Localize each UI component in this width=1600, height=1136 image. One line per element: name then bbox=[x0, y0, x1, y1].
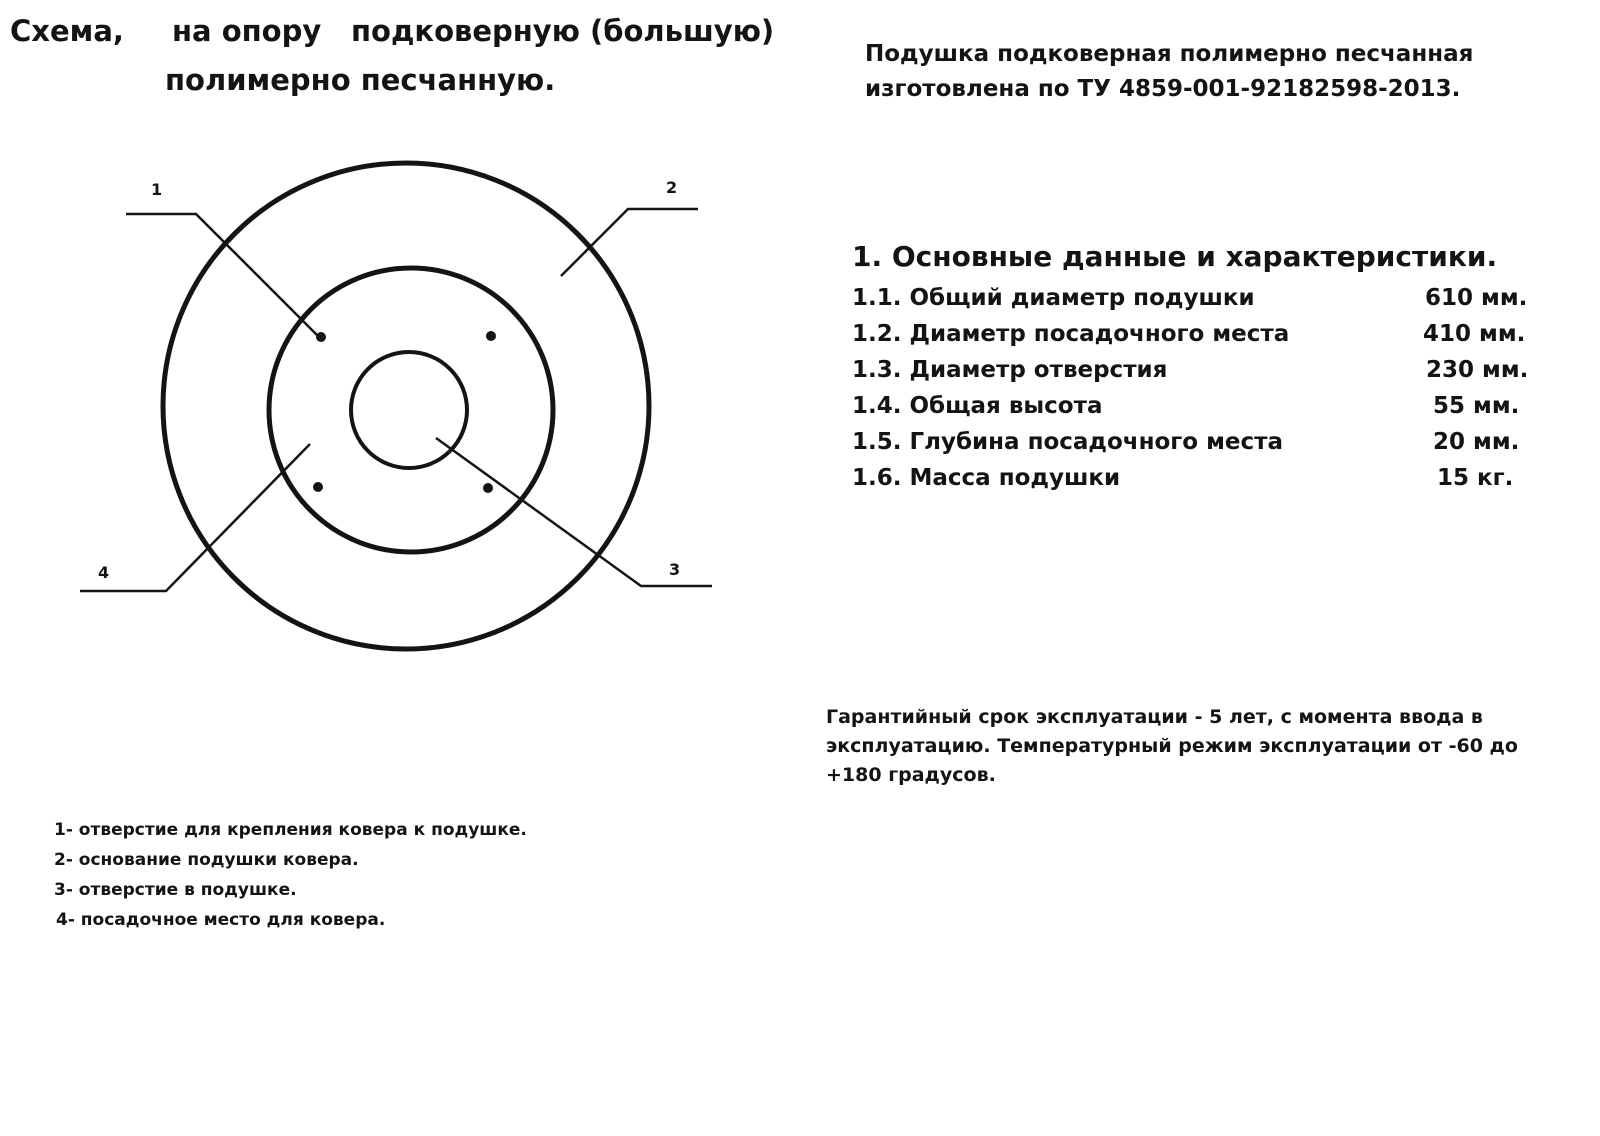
callout-4: 4 bbox=[98, 563, 110, 582]
warranty-line-1: Гарантийный срок эксплуатации - 5 лет, с момента ввода в bbox=[826, 706, 1483, 728]
leader-line-1 bbox=[126, 214, 318, 336]
specs-heading: 1. Основные данные и характеристики. bbox=[852, 240, 1498, 273]
title-line-2: полимерно песчанную. bbox=[165, 63, 556, 97]
callout-1: 1 bbox=[151, 180, 163, 199]
title-part-support: на опору bbox=[172, 14, 322, 48]
spec-label-hole-diameter: 1.3. Диаметр отверстия bbox=[852, 357, 1168, 383]
warranty-line-2: эксплуатацию. Температурный режим эксплуатации от -60 до bbox=[826, 735, 1518, 757]
product-line-1: Подушка подковерная полимерно песчанная bbox=[865, 41, 1474, 67]
center-hole-circle bbox=[351, 352, 467, 468]
outer-circle bbox=[163, 163, 649, 649]
spec-value-total-diameter: 610 мм. bbox=[1425, 285, 1528, 311]
spec-value-seat-diameter: 410 мм. bbox=[1423, 321, 1526, 347]
leader-line-4 bbox=[80, 444, 310, 591]
warranty-line-3: +180 градусов. bbox=[826, 764, 996, 786]
spec-label-mass: 1.6. Масса подушки bbox=[852, 465, 1121, 491]
seat-circle bbox=[269, 268, 553, 552]
mounting-hole-dot bbox=[483, 483, 493, 493]
spec-value-mass: 15 кг. bbox=[1437, 465, 1514, 491]
title-part-under-carpet: подковерную (большую) bbox=[351, 14, 775, 48]
legend-item-3: 3- отверстие в подушке. bbox=[54, 880, 297, 900]
title-part-scheme: Схема, bbox=[10, 14, 124, 48]
callout-2: 2 bbox=[666, 178, 678, 197]
legend-item-4: 4- посадочное место для ковера. bbox=[56, 910, 386, 930]
product-line-2: изготовлена по ТУ 4859-001-92182598-2013. bbox=[865, 76, 1461, 102]
spec-label-seat-diameter: 1.2. Диаметр посадочного места bbox=[852, 321, 1290, 347]
spec-value-hole-diameter: 230 мм. bbox=[1426, 357, 1529, 383]
legend-item-2: 2- основание подушки ковера. bbox=[54, 850, 359, 870]
spec-value-seat-depth: 20 мм. bbox=[1433, 429, 1520, 455]
spec-label-total-diameter: 1.1. Общий диаметр подушки bbox=[852, 285, 1255, 311]
leader-line-2 bbox=[561, 209, 698, 276]
spec-value-total-height: 55 мм. bbox=[1433, 393, 1520, 419]
legend-item-1: 1- отверстие для крепления ковера к подушке. bbox=[54, 820, 527, 840]
spec-label-total-height: 1.4. Общая высота bbox=[852, 393, 1103, 419]
mounting-hole-dot bbox=[313, 482, 323, 492]
callout-3: 3 bbox=[669, 560, 681, 579]
mounting-hole-dot bbox=[316, 332, 326, 342]
spec-label-seat-depth: 1.5. Глубина посадочного места bbox=[852, 429, 1283, 455]
mounting-hole-dot bbox=[486, 331, 496, 341]
